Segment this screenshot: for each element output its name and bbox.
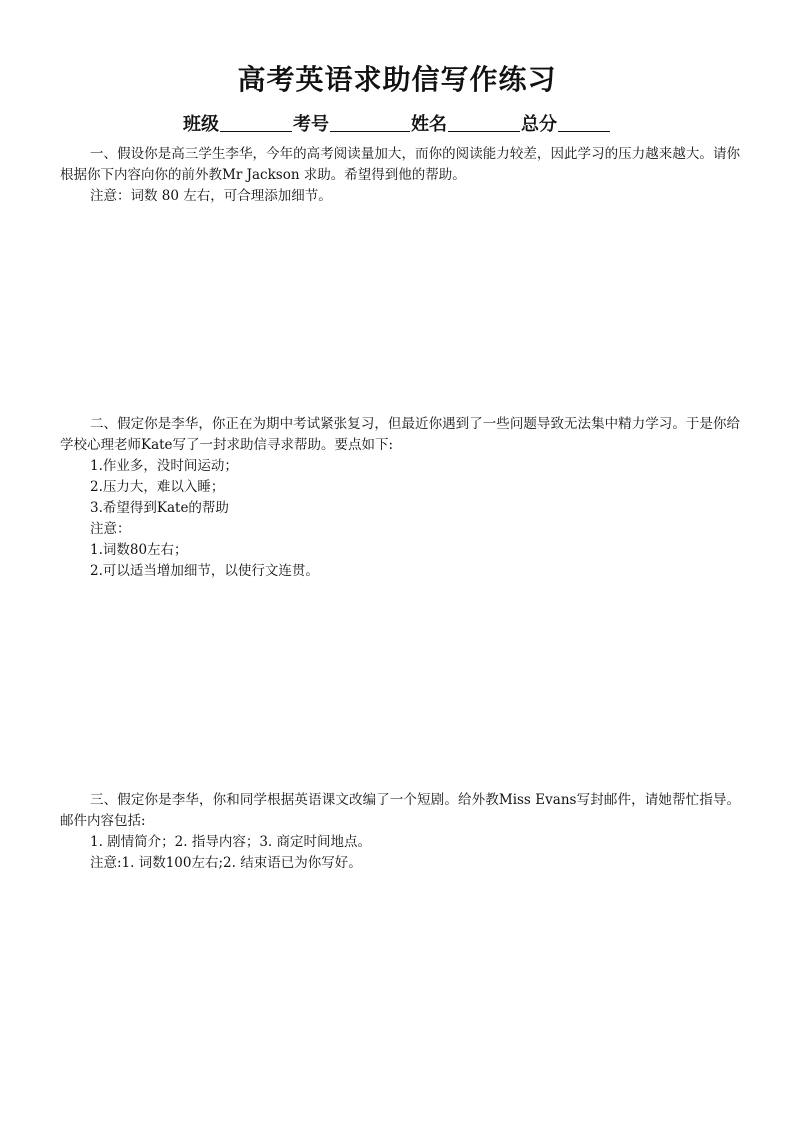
score-label: 总分 — [521, 114, 557, 135]
question-1-prompt: 一、假设你是高三学生李华，今年的高考阅读量加大，而你的阅读能力较差，因此学习的压力越来越大。请你根据你下内容向你的前外教Mr Jackson 求助。希望得到他的帮助。 — [60, 146, 740, 183]
question-2-note: 2.可以适当增加细节，以使行文连贯。 — [90, 563, 319, 579]
question-3-prompt: 三、假定你是李华，你和同学根据英语课文改编了一个短剧。给外教Miss Evans写封邮件，请她帮忙指导。邮件内容包括: — [60, 792, 740, 829]
question-2-note-title: 注意： — [90, 521, 131, 537]
class-label: 班级 — [183, 114, 219, 135]
number-label: 考号 — [293, 114, 329, 135]
question-2-point: 2.压力大，难以入睡； — [90, 479, 225, 495]
question-2-point: 3.希望得到Kate的帮助 — [90, 500, 229, 516]
question-2-point: 1.作业多，没时间运动； — [90, 458, 238, 474]
name-blank[interactable] — [448, 113, 520, 132]
name-label: 姓名 — [411, 114, 447, 135]
question-3 — [60, 790, 740, 874]
class-blank[interactable] — [220, 113, 292, 132]
question-1 — [60, 144, 740, 207]
number-blank[interactable] — [330, 113, 410, 132]
student-info-line — [0, 112, 794, 138]
question-3-note: 注意:1. 词数100左右;2. 结束语已为你写好。 — [90, 855, 362, 871]
score-blank[interactable] — [558, 113, 610, 132]
question-1-note: 注意：词数 80 左右，可合理添加细节。 — [90, 188, 332, 204]
question-2 — [60, 414, 740, 582]
question-2-prompt: 二、假定你是李华，你正在为期中考试紧张复习，但最近你遇到了一些问题导致无法集中精力学习。于是你给学校心理老师Kate写了一封求助信寻求帮助。要点如下: — [60, 416, 740, 453]
page-title: 高考英语求助信写作练习 — [237, 63, 557, 96]
question-2-note: 1.词数80左右； — [90, 542, 188, 558]
question-3-points: 1. 剧情简介；2. 指导内容；3. 商定时间地点。 — [90, 834, 372, 850]
